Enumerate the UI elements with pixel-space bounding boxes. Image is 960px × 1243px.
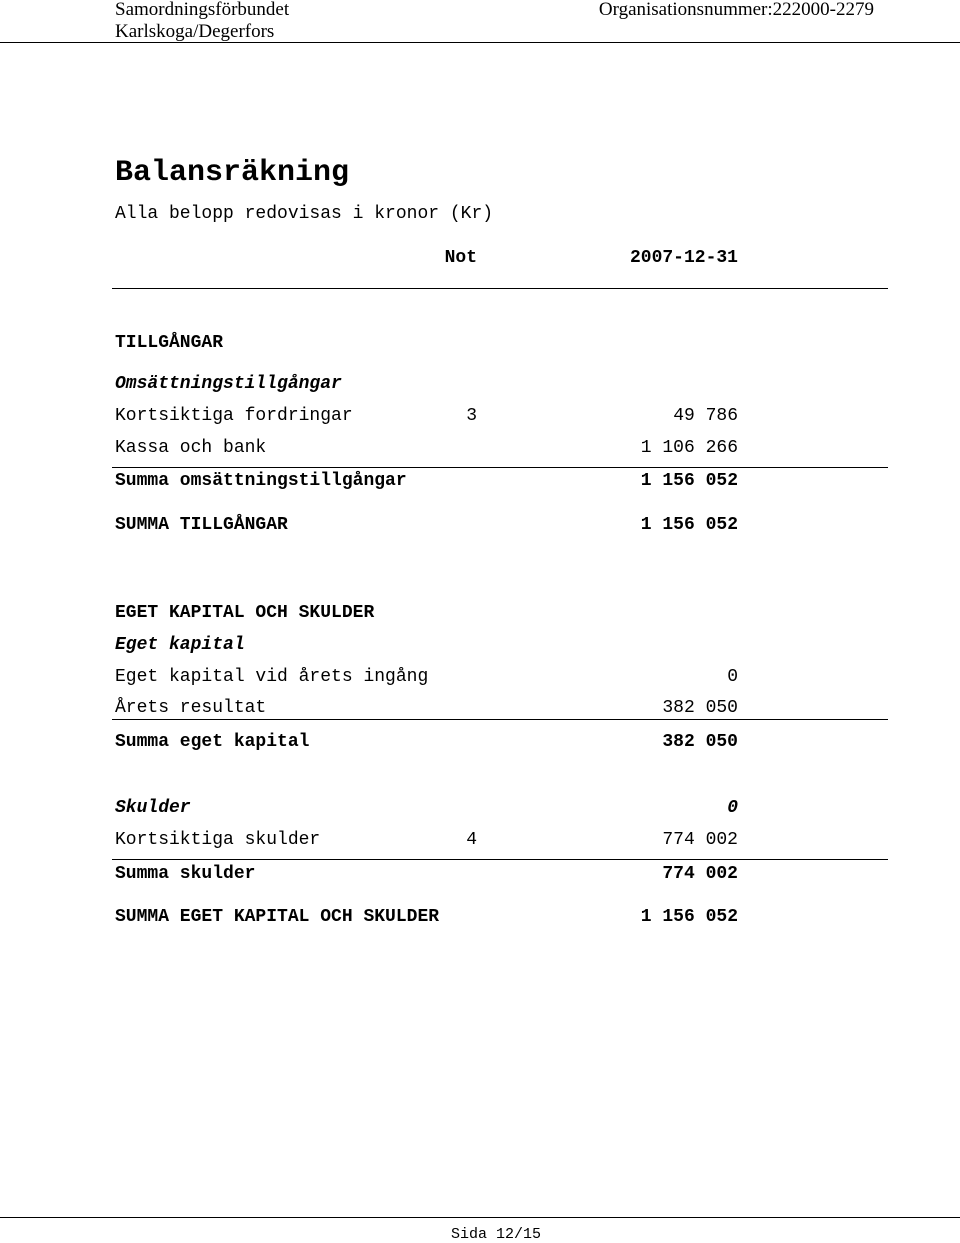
equity-row-label: Årets resultat bbox=[115, 698, 267, 718]
equity-subheading: Eget kapital bbox=[115, 635, 245, 655]
equity-row-value: 382 050 bbox=[662, 698, 738, 718]
asset-row-note: 3 bbox=[466, 406, 477, 426]
equity-row-label: Eget kapital vid årets ingång bbox=[115, 667, 429, 687]
liability-row-label: Kortsiktiga skulder bbox=[115, 830, 321, 850]
liabilities-sum-label: Summa skulder bbox=[115, 864, 256, 884]
current-assets-sum-divider bbox=[112, 467, 888, 468]
total-equity-liabilities-label: SUMMA EGET KAPITAL OCH SKULDER bbox=[115, 907, 440, 927]
column-header-date: 2007-12-31 bbox=[629, 248, 738, 268]
total-equity-liabilities-value: 1 156 052 bbox=[640, 907, 738, 927]
liability-row-value: 774 002 bbox=[662, 830, 738, 850]
equity-sum-value: 382 050 bbox=[662, 732, 738, 752]
column-header-divider bbox=[112, 288, 888, 289]
header-divider bbox=[0, 42, 960, 43]
column-header-note: Not bbox=[444, 248, 477, 268]
current-assets-sum-value: 1 156 052 bbox=[640, 471, 738, 491]
footer-divider bbox=[0, 1217, 960, 1218]
liabilities-sum-value: 774 002 bbox=[662, 864, 738, 884]
asset-row-value: 1 106 266 bbox=[640, 438, 738, 458]
asset-row-label: Kortsiktiga fordringar bbox=[115, 406, 353, 426]
page-subtitle: Alla belopp redovisas i kronor (Kr) bbox=[115, 204, 494, 224]
asset-row-value: 49 786 bbox=[673, 406, 738, 426]
equity-liabilities-heading: EGET KAPITAL OCH SKULDER bbox=[115, 603, 375, 623]
current-assets-subheading: Omsättningstillgångar bbox=[115, 374, 342, 394]
org-location: Karlskoga/Degerfors bbox=[115, 21, 275, 42]
equity-row-value: 0 bbox=[727, 667, 738, 687]
total-assets-label: SUMMA TILLGÅNGAR bbox=[115, 515, 288, 535]
org-name: Samordningsförbundet bbox=[115, 0, 290, 20]
current-assets-sum-label: Summa omsättningstillgångar bbox=[115, 471, 407, 491]
liabilities-sum-divider bbox=[112, 859, 888, 860]
liabilities-subheading: Skulder bbox=[115, 798, 191, 818]
liability-row-note: 4 bbox=[466, 830, 477, 850]
liabilities-subheading-value: 0 bbox=[727, 798, 738, 818]
equity-sum-divider bbox=[112, 719, 888, 720]
assets-heading: TILLGÅNGAR bbox=[115, 333, 224, 353]
org-number: Organisationsnummer:222000-2279 bbox=[598, 0, 874, 20]
asset-row-label: Kassa och bank bbox=[115, 438, 267, 458]
page-number: Sida 12/15 bbox=[450, 1226, 541, 1243]
equity-sum-label: Summa eget kapital bbox=[115, 732, 310, 752]
page-title: Balansräkning bbox=[115, 156, 350, 190]
total-assets-value: 1 156 052 bbox=[640, 515, 738, 535]
